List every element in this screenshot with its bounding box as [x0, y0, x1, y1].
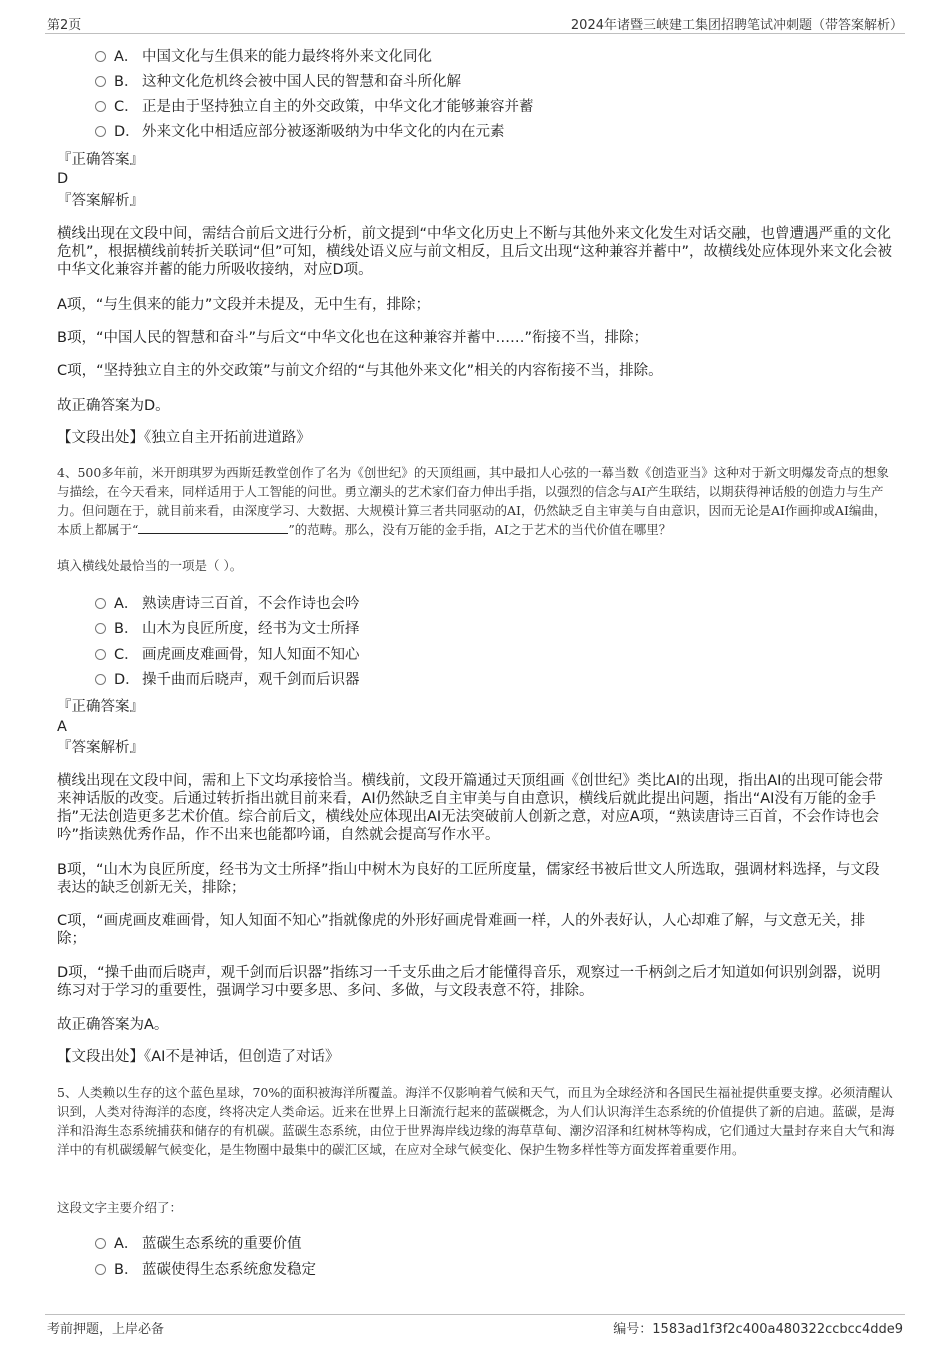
- q5-prompt: 这段文字主要介绍了：: [57, 1200, 183, 1215]
- q3-answer-label: 『正确答案』: [57, 152, 144, 168]
- q4-answer: A: [57, 719, 67, 735]
- document-code: 编号：1583ad1f3f2c400a480322ccbcc4dde9: [613, 1322, 903, 1337]
- option-text: 操千曲而后晓声，观千剑而后识器: [142, 672, 360, 688]
- q4-answer-label: 『正确答案』: [57, 699, 144, 715]
- q3-source: 【文段出处】《独立自主开拓前进道路》: [57, 430, 311, 446]
- q3-answer: D: [57, 171, 69, 187]
- fill-blank: [138, 522, 288, 534]
- q5-option-a[interactable]: A． 蓝碳生态系统的重要价值: [95, 1234, 302, 1254]
- q4-option-d[interactable]: D． 操千曲而后晓声，观千剑而后识器: [95, 670, 360, 690]
- option-text: 画虎画皮难画骨，知人知面不知心: [142, 647, 360, 663]
- radio-icon[interactable]: [95, 51, 106, 62]
- q5-option-b[interactable]: B． 蓝碳使得生态系统愈发稳定: [95, 1260, 316, 1280]
- footer-slogan: 考前押题，上岸必备: [47, 1322, 165, 1337]
- option-text: 山木为良匠所度，经书为文士所择: [142, 621, 360, 637]
- radio-icon[interactable]: [95, 101, 106, 112]
- radio-icon[interactable]: [95, 623, 106, 634]
- radio-icon[interactable]: [95, 649, 106, 660]
- option-text: 外来文化中相适应部分被逐渐吸纳为中华文化的内在元素: [142, 124, 505, 140]
- radio-icon[interactable]: [95, 598, 106, 609]
- q4-conclusion: 故正确答案为A。: [57, 1017, 169, 1033]
- q4-analysis-label: 『答案解析』: [57, 740, 144, 756]
- q3-analysis-c: C项，“坚持独立自主的外交政策”与前文介绍的“与其他外来文化”相关的内容衔接不当，排除。: [57, 363, 663, 379]
- option-text: 正是由于坚持独立自主的外交政策，中华文化才能够兼容并蓄: [142, 99, 534, 115]
- page-header: [45, 14, 905, 34]
- q3-option-a[interactable]: A． 中国文化与生俱来的能力最终将外来文化同化: [95, 47, 432, 67]
- radio-icon[interactable]: [95, 1238, 106, 1249]
- q4-option-b[interactable]: B． 山木为良匠所度，经书为文士所择: [95, 619, 360, 639]
- document-title: 2024年诸暨三峡建工集团招聘笔试冲刺题（带答案解析）: [570, 18, 903, 33]
- radio-icon[interactable]: [95, 126, 106, 137]
- radio-icon[interactable]: [95, 76, 106, 87]
- q4-analysis-c: C项，“画虎画皮难画骨，知人知面不知心”指就像虎的外形好画虎骨难画一样，人的外表好认，人心却难了解，与文意无关，排除；: [57, 913, 866, 947]
- option-text: 蓝碳使得生态系统愈发稳定: [142, 1262, 316, 1278]
- q4-option-a[interactable]: A． 熟读唐诗三百首，不会作诗也会吟: [95, 594, 360, 614]
- q3-analysis-b: B项，“中国人民的智慧和奋斗”与后文“中华文化也在这种兼容并蓄中……”衔接不当，排除；: [57, 330, 648, 346]
- radio-icon[interactable]: [95, 1264, 106, 1275]
- q3-analysis-label: 『答案解析』: [57, 193, 144, 209]
- q4-analysis-main: 横线出现在文段中间，需和上下文均承接恰当。横线前，文段开篇通过天顶组画《创世纪》类比AI的出现，指出AI的出现可能会带来神话版的改变。后通过转折指出就目前来看，AI仍然缺乏自主审美与自由意识，横线后就此提出问题，指出“AI没有万能的金手指”无法创造更多艺术价值。综合前后文，横线处应体现出AI无法突破前人创新之意，对应A项，“熟读唐诗三百首，不会作诗也会吟”指读熟优秀作品，作不出来也能都吟诵，自然就会提高写作水平。: [57, 773, 883, 843]
- option-text: 中国文化与生俱来的能力最终将外来文化同化: [142, 49, 432, 65]
- q3-option-b[interactable]: B． 这种文化危机终会被中国人民的智慧和奋斗所化解: [95, 72, 461, 92]
- q4-stem: 4、500多年前，米开朗琪罗为西斯廷教堂创作了名为《创世纪》的天顶组画，其中最扣人心弦的一幕当数《创造亚当》这种对于新文明爆发奇点的想象与描绘，在今天看来，同样适用于人工智能的问世。勇立潮头的艺术家们奋力伸出手指，以强烈的信念与AI产生联结，以期获得神话般的创造力与生产力。但问题在于，就目前来看，由深度学习、大数据、大规模计算三者共同驱动的AI，仍然缺乏自主审美与自由意识，因而无论是AI作画抑或AI编曲，本质上都属于“ ”的范畴。那么，没有万能的金手指，AI之于艺术的当代价值在哪里？: [57, 465, 889, 537]
- q4-analysis-b: B项，“山木为良匠所度，经书为文士所择”指山中树木为良好的工匠所度量，儒家经书被后世文人所选取，强调材料选择，与文段表达的缺乏创新无关，排除；: [57, 862, 880, 896]
- q3-option-c[interactable]: C． 正是由于坚持独立自主的外交政策，中华文化才能够兼容并蓄: [95, 97, 534, 117]
- option-text: 蓝碳生态系统的重要价值: [142, 1236, 302, 1252]
- q4-prompt: 填入横线处最恰当的一项是（ ）。: [57, 558, 243, 573]
- option-text: 熟读唐诗三百首，不会作诗也会吟: [142, 596, 360, 612]
- q4-source: 【文段出处】《AI不是神话，但创造了对话》: [57, 1049, 340, 1065]
- q3-option-d[interactable]: D． 外来文化中相适应部分被逐渐吸纳为中华文化的内在元素: [95, 122, 505, 142]
- q4-analysis-d: D项，“操千曲而后晓声，观千剑而后识器”指练习一千支乐曲之后才能懂得音乐，观察过一千柄剑之后才知道如何识别剑器，说明练习对于学习的重要性，强调学习中要多思、多问、多做，与文段表意不符，排除。: [57, 965, 881, 999]
- q3-analysis-a: A项，“与生俱来的能力”文段并未提及，无中生有，排除；: [57, 297, 430, 313]
- page-number: 第2页: [47, 18, 82, 33]
- radio-icon[interactable]: [95, 674, 106, 685]
- option-text: 这种文化危机终会被中国人民的智慧和奋斗所化解: [142, 74, 461, 90]
- q3-conclusion: 故正确答案为D。: [57, 398, 170, 414]
- q5-stem: 5、人类赖以生存的这个蓝色星球，70%的面积被海洋所覆盖。海洋不仅影响着气候和天气，而且为全球经济和各国民生福祉提供重要支撑。必须清醒认识到，人类对待海洋的态度，终将决定人类命运。近来在世界上日渐流行起来的蓝碳概念，为人们认识海洋生态系统的价值提供了新的启迪。蓝碳，是海洋和沿海生态系统捕获和储存的有机碳。蓝碳生态系统，由位于世界海岸线边缘的海草草甸、潮汐沼泽和红树林等构成，它们通过大量封存来自大气和海洋中的有机碳缓解气候变化，是生物圈中最集中的碳汇区域，在应对全球气候变化、保护生物多样性等方面发挥着重要作用。: [57, 1085, 895, 1157]
- q3-analysis-main: 横线出现在文段中间，需结合前后文进行分析，前文提到“中华文化历史上不断与其他外来文化发生对话交融，也曾遭遇严重的文化危机”，根据横线前转折关联词“但”可知，横线处语义应与前文相反，且后文出现“这种兼容并蓄中”，故横线处应体现外来文化会被中华文化兼容并蓄的能力所吸收接纳，对应D项。: [57, 226, 893, 278]
- page-footer: [45, 1314, 905, 1337]
- q4-option-c[interactable]: C． 画虎画皮难画骨，知人知面不知心: [95, 645, 360, 665]
